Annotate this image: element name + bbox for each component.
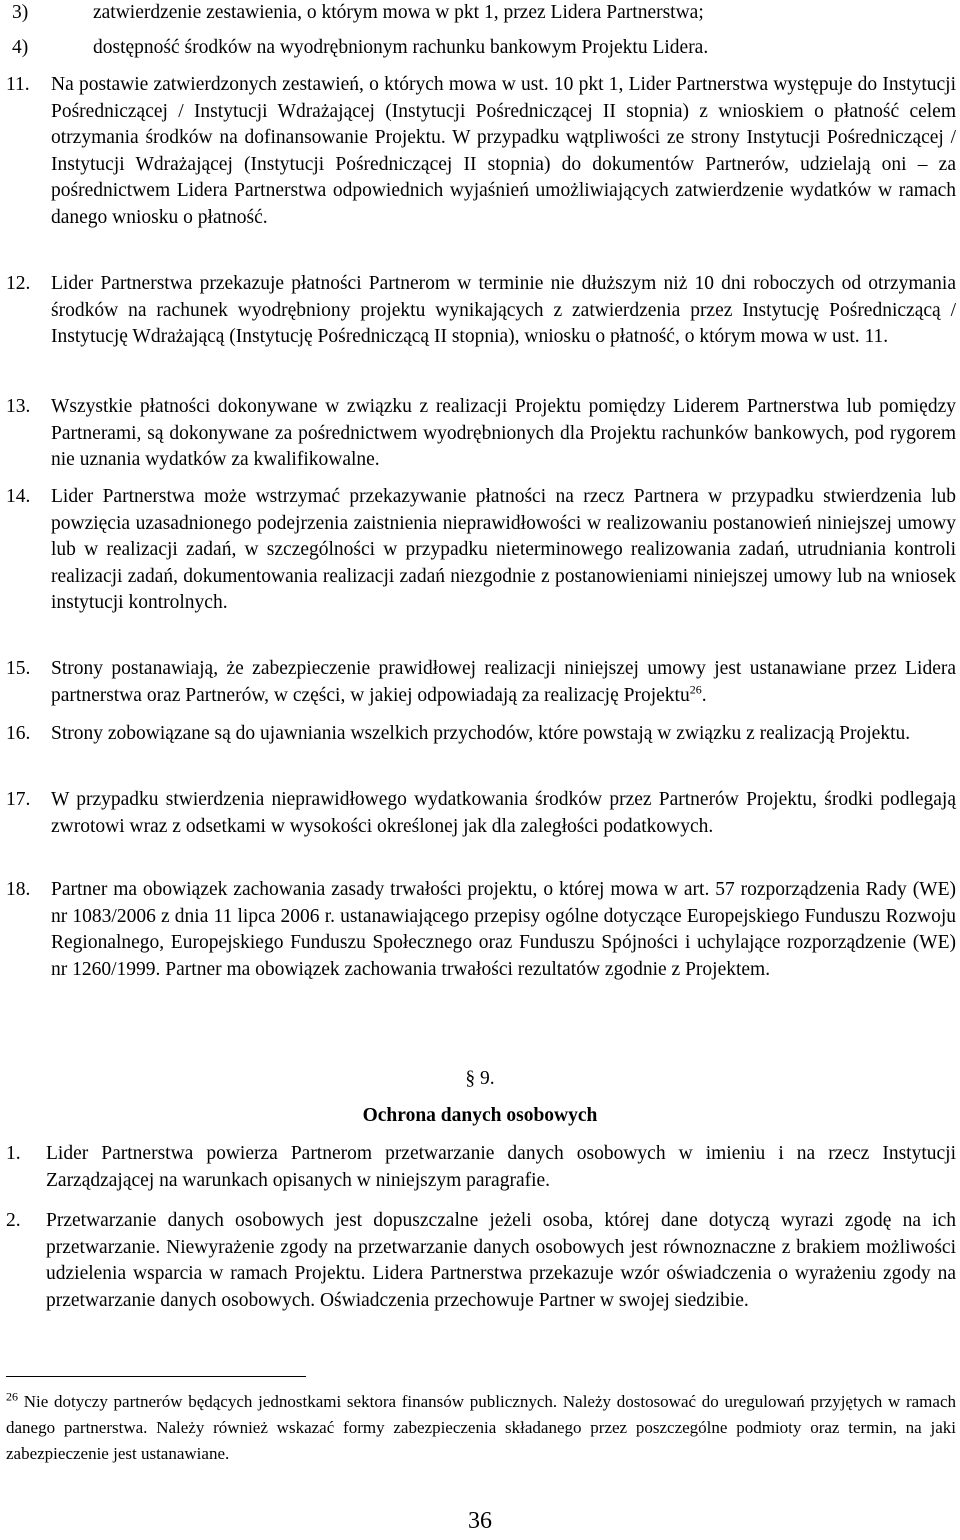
list-item-4 [6, 35, 956, 62]
paragraph-text: Na postawie zatwierdzonych zestawień, o których mowa w ust. 10 pkt 1, Lider Partnerstwa występuje do Instytucji Pośredniczącej / Instytucji Wdrażającej (Instytucji Pośredniczącej II stopnia) z wnioskiem o płatność celem otrzymania środków na dofinansowanie Projektu. W przypadku wątpliwości ze strony Instytucji Pośredniczącej / Instytucji Wdrażającej (Instytucji Pośredniczącej II stopnia) do dokumentów Partnerów, udzielają oni – za pośrednictwem Lidera Partnerstwa odpowiednich wyjaśnień umożliwiających zatwierdzenie wydatków w ramach danego wniosku o płatność. [51, 74, 956, 228]
section-title: Ochrona danych osobowych [362, 1105, 598, 1126]
footnote-text: Nie dotyczy partnerów będących jednostkami sektora finansów publicznych. Należy dostosować do uregulowań przyjętych w ramach danego partnerstwa. Należy również wskazać formy zabezpieczenia składanego przez poszczególne podmioty oraz termin, na jaki zabezpieczenie jest ustanawiane. [6, 1392, 956, 1463]
paragraph-text-body: Strony postanawiają, że zabezpieczenie prawidłowej realizacji niniejszej umowy jest ustanawiane przez Lidera partnerstwa oraz Partnerów, w części, w jakiej odpowiadają za realizację Projektu [51, 658, 956, 706]
paragraph-text: Przetwarzanie danych osobowych jest dopuszczalne jeżeli osoba, której dane dotyczą wyrazi zgodę na ich przetwarzanie. Niewyrażenie zgody na przetwarzanie danych osobowych jest równoznaczne z brakiem możliwości udzielenia wsparcia w ramach Projektu. Lidera Partnerstwa przekazuje wzór oświadczenia o wyrażeniu zgody na przetwarzanie danych osobowych. Oświadczenia przechowuje Partner w swojej siedzibie. [46, 1210, 956, 1311]
paragraph-15 [6, 656, 956, 709]
footnote-number: 26 [6, 1389, 18, 1404]
section-paragraph-2 [6, 1208, 956, 1314]
paragraph-text-end: . [701, 684, 707, 706]
paragraph-text [51, 656, 956, 709]
paragraph-16 [6, 721, 956, 748]
paragraph-text: Partner ma obowiązek zachowania zasady trwałości projektu, o której mowa w art. 57 rozporządzenia Rady (WE) nr 1083/2006 z dnia 11 lipca 2006 r. ustanawiającego przepisy ogólne dotyczące Europejskiego Funduszu Rozwoju Regionalnego, Europejskiego Funduszu Społecznego oraz Funduszu Spójności i uchylające rozporządzenie (WE) nr 1260/1999. Partner ma obowiązek zachowania trwałości rezultatów zgodnie z Projektem. [51, 879, 956, 980]
paragraph-17 [6, 787, 956, 840]
paragraph-number: 1. [6, 1143, 21, 1164]
footnote-reference: 26 [689, 682, 702, 696]
item-text: zatwierdzenie zestawienia, o którym mowa w pkt 1, przez Lidera Partnerstwa; [93, 2, 704, 23]
footnote-separator [6, 1376, 306, 1377]
paragraph-12 [6, 271, 956, 351]
item-number: 3) [12, 2, 29, 23]
section-symbol: § 9. [465, 1068, 495, 1089]
paragraph-number: 14. [6, 486, 31, 507]
paragraph-text: Lider Partnerstwa może wstrzymać przekazywanie płatności na rzecz Partnera w przypadku stwierdzenia lub powzięcia uzasadnionego podejrzenia zaistnienia nieprawidłowości w realizowaniu postanowień niniejszej umowy lub w realizacji zadań, w szczególności w przypadku nieterminowego realizowania zadań, utrudniania kontroli realizacji zadań, dokumentowania realizacji zadań niezgodnie z postanowieniami niniejszej umowy lub na wniosek instytucji kontrolnych. [51, 486, 956, 613]
paragraph-text: Lider Partnerstwa powierza Partnerom przetwarzanie danych osobowych w imieniu i na rzecz Instytucji Zarządzającej na warunkach opisanych w niniejszym paragrafie. [46, 1143, 956, 1191]
paragraph-text: Wszystkie płatności dokonywane w związku z realizacji Projektu pomiędzy Liderem Partnerstwa lub pomiędzy Partnerami, są dokonywane za pośrednictwem wyodrębnionych dla Projektu rachunków bankowych, pod rygorem nie uznania wydatków za kwalifikowalne. [51, 396, 956, 470]
paragraph-18 [6, 877, 956, 983]
item-number: 4) [12, 37, 29, 58]
paragraph-number: 17. [6, 789, 31, 810]
page-number: 36 [468, 1508, 492, 1534]
paragraph-number: 16. [6, 723, 31, 744]
paragraph-number: 18. [6, 879, 31, 900]
paragraph-14 [6, 484, 956, 617]
paragraph-text: Lider Partnerstwa przekazuje płatności Partnerom w terminie nie dłuższym niż 10 dni roboczych od otrzymania środków na rachunek wyodrębniony projektu wynikających z zatwierdzenia przez Instytucję Pośredniczącą / Instytucję Wdrażającą (Instytucję Pośredniczącą II stopnia), wniosku o płatność, o którym mowa w ust. 11. [51, 273, 956, 347]
section-paragraph-1 [6, 1141, 956, 1194]
list-item-3 [6, 0, 956, 27]
paragraph-11 [6, 72, 956, 231]
paragraph-text: W przypadku stwierdzenia nieprawidłowego wydatkowania środków przez Partnerów Projektu, środki podlegają zwrotowi wraz z odsetkami w wysokości określonej jak dla zaległości podatkowych. [51, 789, 956, 837]
paragraph-number: 13. [6, 396, 31, 417]
paragraph-number: 12. [6, 273, 31, 294]
item-text: dostępność środków na wyodrębnionym rachunku bankowym Projektu Lidera. [93, 37, 709, 58]
paragraph-text: Strony zobowiązane są do ujawniania wszelkich przychodów, które powstają w związku z realizacją Projektu. [51, 723, 911, 744]
footnote [6, 1389, 956, 1467]
paragraph-number: 15. [6, 658, 31, 679]
paragraph-number: 11. [6, 74, 30, 95]
paragraph-number: 2. [6, 1210, 21, 1231]
paragraph-13 [6, 394, 956, 474]
